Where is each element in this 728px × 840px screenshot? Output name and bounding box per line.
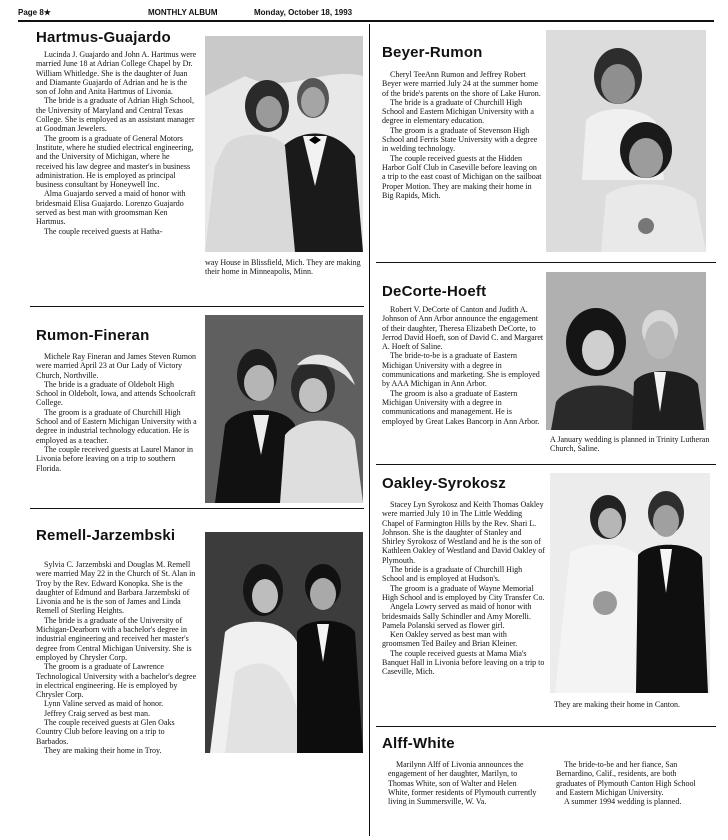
wedding-photo-remell [205, 532, 363, 753]
photo-caption-oakley: They are making their home in Canton. [554, 700, 680, 709]
photo-caption-decorte: A January wedding is planned in Trinity Lutheran Church, Saline. [550, 435, 710, 454]
section-divider [30, 306, 364, 307]
wedding-photo-oakley [550, 473, 710, 693]
article-body-alff-right: The bride-to-be and her fiance, San Bernardino, Calif., residents, are both graduates of Plymouth Canton High School and Eastern Michigan University. A summer 1994 wedding is planned. [556, 760, 696, 807]
issue-date: Monday, October 18, 1993 [254, 8, 353, 17]
wedding-photo-beyer [546, 30, 706, 252]
column-divider [369, 24, 370, 836]
section-divider [376, 262, 716, 263]
article-body-oakley: Stacey Lyn Syrokosz and Keith Thomas Oakley were married July 10 in The Little Wedding Chapel of Farmington Hills by the Rev. Shari L. Johnson. She is the daughter of Stanley and Shirley Syrokosz of Westland and he is the son of Kathleen Oakley of Westland and David Oakley of Plymouth. The bride is a graduate of Churchill High School and is employed at Hudson's. The groom is a graduate of Wayne Memorial High School and is employed by City Transfer Co. Angela Lowry served as maid of honor with bridesmaids Sally Schindler and Amy Morelli. Pamela Polanski served as flower girl. Ken Oakley served as best man with groomsmen Ted Bailey and Brian Kleiner. The couple received guests at Mama Mia's Banquet Hall in Livonia before leaving on a trip to Caseville, Mich. [382, 500, 545, 677]
article-body-hartmus: Lucinda J. Guajardo and John A. Hartmus were married June 18 at Adrian College Chapel by Dr. William Whitledge. She is the daughter of Juan and Diamante Guajardo of Adrian and he is the son of John and Anita Hartmus of Livonia. The bride is a graduate of Adrian High School, the University of Maryland and Central Texas College. She is employed as an assistant manager at Goodman Jewelers. The groom is a graduate of General Motors Institute, where he studied electrical engineering, and the University of Michigan, where he received his law degree and master's in business administration. He is employed as principal business consultant by Honeywell Inc. Alma Guajardo served a maid of honor with bridesmaid Elisa Guajardo. Lorenzo Guajardo served as best man with groomsman Ken Hartmus. The couple received guests at Hatha- [36, 50, 197, 236]
article-body-remell: Sylvia C. Jarzembski and Douglas M. Remell were married May 22 in the Church of St. Alan in Troy by the Rev. Edward Konopka. She is the daughter of Edmund and Barbara Jarzembski of Livonia and he is the son of James and Linda Remell of Sterling Heights. The bride is a graduate of the University of Michigan-Dearborn with a bachelor's degree in industrial engineering and received her master's degree from Central Michigan University. She is employed by Chrysler Corp. The groom is a graduate of Lawrence Technological University with a bachelor's degree in electrical engineering. He is employed by Chrysler Corp. Lynn Valine served as maid of honor. Jeffrey Craig served as best man. The couple received guests at Glen Oaks Country Club before leaving on a trip to Barbados. They are making their home in Troy. [36, 560, 197, 755]
page-number: Page 8★ [18, 8, 51, 17]
section-name: MONTHLY ALBUM [148, 8, 218, 17]
folio-rule [18, 20, 714, 22]
section-divider [376, 726, 716, 727]
article-body-beyer: Cheryl TeeAnn Rumon and Jeffrey Robert Beyer were married July 24 at the summer home of the bride's parents on the shore of Lake Huron. The bride is a graduate of Churchill High School and Eastern Michigan University with a degree in elementary education. The groom is a graduate of Stevenson High School and Ferris State University with a degree in welding technology. The couple received guests at the Hidden Harbor Golf Club in Caseville before leaving on a trip to the east coast of Michigan on the sailboat Proper Motion. They are making their home in Big Rapids, Mich. [382, 70, 542, 200]
page-folio [18, 6, 714, 20]
article-body-rumon-fineran: Michele Ray Fineran and James Steven Rumon were married April 23 at Our Lady of Victory Church, Northville. The bride is a graduate of Oldebolt High School in Oldebolt, Iowa, and attends Schoolcraft College. The groom is a graduate of Churchill High School and of Eastern Michigan University with a degree in industrial technology education. He is employed as a teacher. The couple received guests at Laurel Manor in Livonia before leaving on a trip to southern Florida. [36, 352, 197, 473]
headline-beyer-rumon: Beyer-Rumon [382, 44, 483, 61]
headline-alff-white: Alff-White [382, 735, 455, 752]
engagement-photo-decorte [546, 272, 706, 430]
wedding-photo-rumon-fineran [205, 315, 363, 503]
headline-remell-jarzembski: Remell-Jarzembski [36, 527, 176, 544]
headline-rumon-fineran: Rumon-Fineran [36, 327, 150, 344]
headline-decorte-hoeft: DeCorte-Hoeft [382, 283, 487, 300]
section-divider [30, 508, 364, 509]
photo-caption-hartmus: way House in Blissfield, Mich. They are making their home in Minneapolis, Minn. [205, 258, 361, 277]
section-divider [376, 464, 716, 465]
article-body-decorte: Robert V. DeCorte of Canton and Judith A. Johnson of Ann Arbor announce the engagement of their daughter, Theresa Elizabeth DeCorte, to Jerrod David Hoeft, son of David C. and Margaret A. Hoeft of Saline. The bride-to-be is a graduate of Eastern Michigan University with a degree in communications and marketing. She is employed by AAA Michigan in Ann Arbor. The groom is also a graduate of Eastern Michigan University with a degree in communications and management. He is employed by Great Lakes Bancorp in Ann Arbor. [382, 305, 544, 426]
headline-hartmus-guajardo: Hartmus-Guajardo [36, 29, 171, 46]
article-body-alff: Marilynn Alff of Livonia announces the engagement of her daughter, Marilyn, to Thomas White, son of Walter and Helen White, former residents of Plymouth currently living in Summersville, W. Va. [388, 760, 537, 807]
headline-oakley-syrokosz: Oakley-Syrokosz [382, 475, 506, 492]
wedding-photo-hartmus [205, 36, 363, 252]
